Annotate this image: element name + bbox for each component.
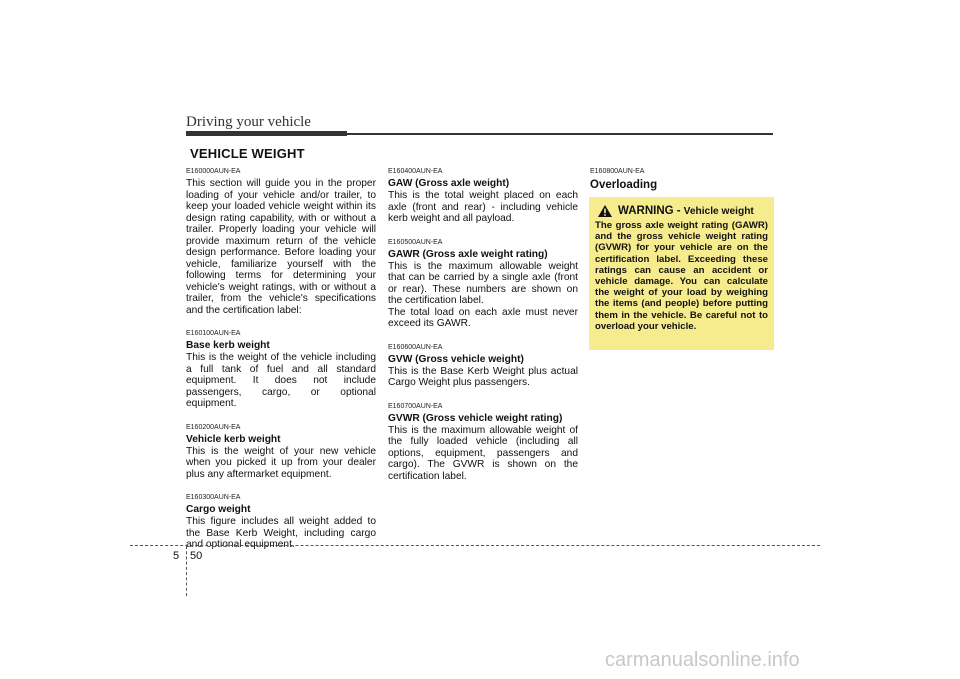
vehicle-kerb-code: E160200AUN-EA bbox=[186, 423, 241, 431]
vehicle-kerb-title: Vehicle kerb weight bbox=[186, 433, 281, 445]
warning-box bbox=[589, 197, 774, 350]
intro-code: E160000AUN-EA bbox=[186, 168, 241, 175]
gaw-text: This is the total weight placed on each axle (front and rear) - including vehicle kerb weight and all payload. bbox=[388, 190, 578, 224]
gawr-text-limit: The total load on each axle must never exceed its GAWR. bbox=[388, 306, 578, 329]
base-kerb-title: Base kerb weight bbox=[186, 340, 270, 351]
column-left bbox=[186, 167, 376, 551]
cargo-weight-code: E160300AUN-EA bbox=[186, 494, 241, 501]
intro-text: This section will guide you in the proper loading of your vehicle and/or trailer, to keep your loaded vehicle weight within its design rating capability, with or without a trailer. Properly loading your vehicle will provide maximum return of the vehicle design performance. Before loading your vehicle, familiarize yourself with the following terms for determining your vehicle's weight ratings, with or without a trailer, from the vehicle's specifications and the certification label: bbox=[186, 178, 376, 316]
header-rule-thick bbox=[186, 131, 347, 136]
column-right bbox=[590, 167, 780, 192]
watermark: carmanualsonline.info bbox=[605, 649, 800, 671]
page-header-title: Driving your vehicle bbox=[186, 114, 311, 130]
gaw-code: E160400AUN-EA bbox=[388, 168, 443, 175]
warning-label: WARNING - bbox=[618, 205, 681, 217]
gawr-text: This is the maximum allowable weight that can be carried by a single axle (front or rear). These numbers are shown on the certification label. bbox=[388, 260, 578, 306]
page-number: 50 bbox=[190, 550, 203, 562]
cargo-weight-text: This figure includes all weight added to the Base Kerb Weight, including cargo and optional equipment. bbox=[186, 516, 376, 550]
overloading-code: E160800AUN-EA bbox=[590, 168, 645, 175]
overloading-title: Overloading bbox=[590, 179, 658, 191]
gaw-title: GAW (Gross axle weight) bbox=[388, 178, 510, 189]
gawr-title: GAWR (Gross axle weight rating) bbox=[388, 248, 548, 260]
chapter-number: 5 bbox=[173, 550, 180, 562]
section-title: VEHICLE WEIGHT bbox=[190, 146, 305, 161]
warning-triangle-icon bbox=[598, 205, 612, 217]
gvw-title: GVW (Gross vehicle weight) bbox=[388, 353, 524, 365]
gvwr-code: E160700AUN-EA bbox=[388, 402, 443, 410]
warning-text: The gross axle weight rating (GAWR) and the gross vehicle weight rating (GVWR) for your vehicle are on the certification label. Exceeding these ratings can cause an accident or vehicle damage. You can calculate the weight of your load by weighing the items (and people) before putting them in the vehicle. Be careful not to overload your vehicle. bbox=[595, 220, 768, 332]
gvwr-title: GVWR (Gross vehicle weight rating) bbox=[388, 412, 563, 424]
warning-heading bbox=[598, 205, 768, 217]
gawr-code: E160500AUN-EA bbox=[388, 238, 443, 246]
gvw-text: This is the Base Kerb Weight plus actual Cargo Weight plus passengers. bbox=[388, 365, 578, 388]
vehicle-kerb-text: This is the weight of your new vehicle when you picked it up from your dealer plus any aftermarket equipment. bbox=[186, 445, 376, 480]
footer-divider bbox=[186, 546, 187, 596]
base-kerb-text: This is the weight of the vehicle including a full tank of fuel and all standard equipment. It does not include passengers, cargo, or optional equipment. bbox=[186, 352, 376, 409]
base-kerb-code: E160100AUN-EA bbox=[186, 330, 241, 337]
gvw-code: E160600AUN-EA bbox=[388, 343, 443, 351]
cargo-weight-title: Cargo weight bbox=[186, 504, 251, 515]
header-rule-thin bbox=[347, 133, 773, 135]
warning-subtitle: Vehicle weight bbox=[683, 205, 754, 217]
footer-rule bbox=[130, 545, 820, 546]
column-middle bbox=[388, 167, 578, 482]
gvwr-text: This is the maximum allowable weight of the fully loaded vehicle (including all options, equipment, passengers and cargo). The GVWR is shown on the certification label. bbox=[388, 424, 578, 482]
